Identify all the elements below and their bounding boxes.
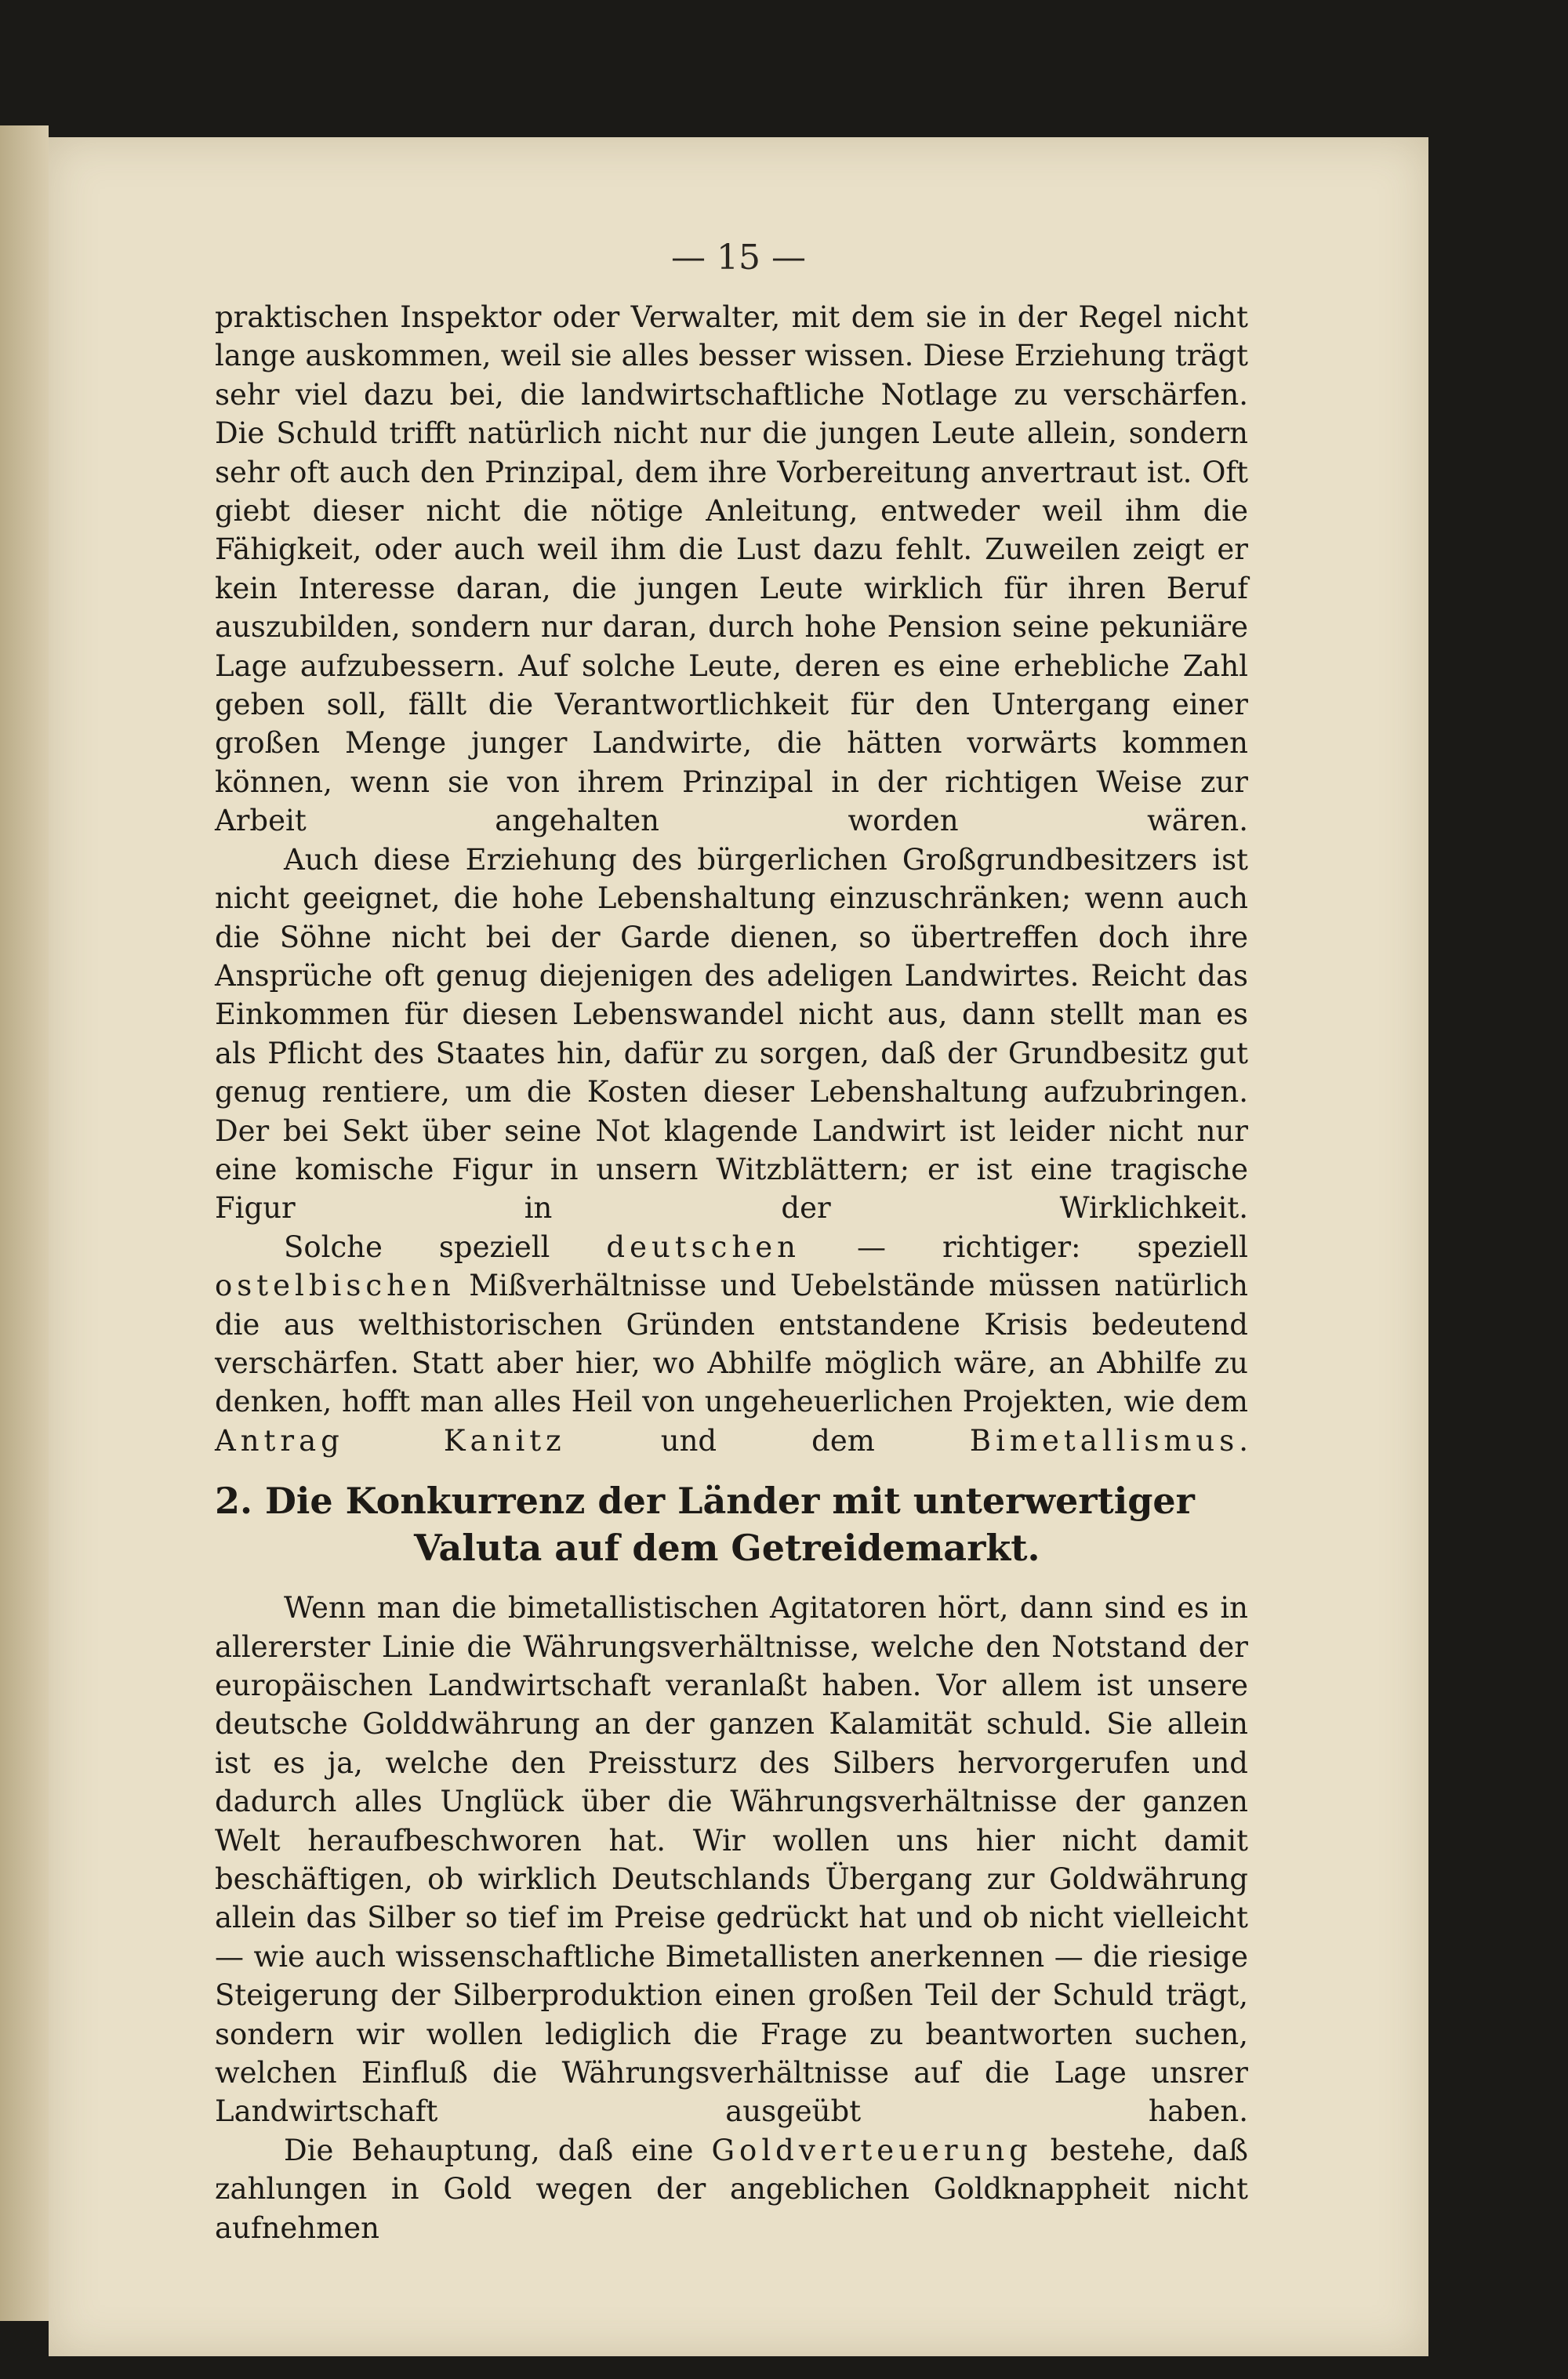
book-page	[49, 137, 1428, 2356]
page-content	[215, 298, 1248, 2247]
text-run: Die Behauptung, daß eine	[284, 2133, 712, 2167]
paragraph-2: Auch diese Erziehung des bürgerlichen Großgrundbesitzers ist nicht geeignet, die hohe Lebenshaltung einzuschränken; wenn auch die Söhne nicht bei der Garde dienen, so übertreffen doch ihre Ansprüche oft genug diejenigen des adeligen Landwirtes. Reicht das Einkommen für diesen Lebenswandel nicht aus, dann stellt man es als Pflicht des Staates hin, dafür zu sorgen, daß der Grundbesitz gut genug rentiere, um die Kosten dieser Lebenshaltung aufzubringen. Der bei Sekt über seine Not klagende Landwirt ist leider nicht nur eine komische Figur in unsern Witzblättern; er ist eine tragische Figur in der Wirklichkeit.	[215, 842, 1248, 1226]
text-run: — richtiger: speziell	[800, 1229, 1248, 1264]
previous-page-edge	[0, 125, 49, 2321]
text-run: bestehe, daß zahlungen in Gold wegen der angeblichen Goldknappheit nicht aufnehmen	[215, 2133, 1248, 2245]
paragraph-5	[215, 2131, 1248, 2247]
paragraph-4: Wenn man die bimetallistischen Agitatoren hört, dann sind es in allererster Linie die Währungsverhältnisse, welche den Notstand der europäischen Landwirtschaft veranlaßt haben. Vor allem ist unsere deutsche Golddwährung an der ganzen Kalamität schuld. Sie allein ist es ja, welche den Preissturz des Silbers hervorgerufen und dadurch alles Unglück über die Währungsverhältnisse der ganzen Welt heraufbeschworen hat. Wir wollen uns hier nicht damit beschäftigen, ob wirklich Deutschlands Übergang zur Goldwährung allein das Silber so tief im Preise gedrückt hat und ob nicht vielleicht — wie auch wissenschaftliche Bimetallisten anerkennen — die riesige Steigerung der Silberproduktion einen großen Teil der Schuld trägt, sondern wir wollen lediglich die Frage zu beantworten suchen, welchen Einfluß die Währungsverhältnisse auf die Lage unsrer Landwirtschaft ausgeübt haben.	[215, 1591, 1248, 2129]
paragraph-1: praktischen Inspektor oder Verwalter, mit dem sie in der Regel nicht lange auskommen, weil sie alles besser wissen. Diese Erziehung trägt sehr viel dazu bei, die landwirtschaftliche Notlage zu verschärfen. Die Schuld trifft natürlich nicht nur die jungen Leute allein, sondern sehr oft auch den Prinzipal, dem ihre Vorbereitung anvertraut ist. Oft giebt dieser nicht die nötige Anleitung, entweder weil ihm die Fähigkeit, oder auch weil ihm die Lust dazu fehlt. Zuweilen zeigt er kein Interesse daran, die jungen Leute wirklich für ihren Beruf auszubilden, sondern nur daran, durch hohe Pension seine pekuniäre Lage aufzubessern. Auf solche Leute, deren es eine erhebliche Zahl geben soll, fällt die Verantwortlichkeit für den Untergang einer großen Menge junger Landwirte, die hätten vorwärts kommen können, wenn sie von ihrem Prinzipal in der richtigen Weise zur Arbeit angehalten worden wären.	[215, 300, 1248, 838]
spaced-word-ostelbischen: ostelbischen	[215, 1269, 456, 1303]
section-heading	[215, 1477, 1248, 1571]
section-heading-line-2: Valuta auf dem Getreidemarkt.	[414, 1527, 1040, 1570]
text-run: und dem	[565, 1423, 970, 1458]
spaced-word-bimetallismus: Bimetallismus	[969, 1423, 1240, 1458]
spaced-word-deutschen: deutschen	[606, 1229, 800, 1264]
text-run: Mißverhältnisse und Uebelstände müssen natürlich die aus welthistorischen Gründen entstandene Krisis bedeutend verschärfen. Statt aber hier, wo Abhilfe möglich wäre, an Abhilfe zu denken, hofft man alles Heil von ungeheuerlichen Projekten, wie dem	[215, 1269, 1248, 1419]
spaced-word-antrag-kanitz: Antrag Kanitz	[215, 1423, 566, 1458]
page-number: — 15 —	[671, 238, 806, 278]
text-run: .	[1239, 1423, 1248, 1458]
section-heading-line-1: 2. Die Konkurrenz der Länder mit unterwertiger	[215, 1480, 1195, 1523]
text-run: Solche speziell	[284, 1229, 607, 1264]
spaced-word-goldverteuerung: Goldverteuerung	[711, 2133, 1033, 2167]
paragraph-3	[215, 1228, 1248, 1460]
